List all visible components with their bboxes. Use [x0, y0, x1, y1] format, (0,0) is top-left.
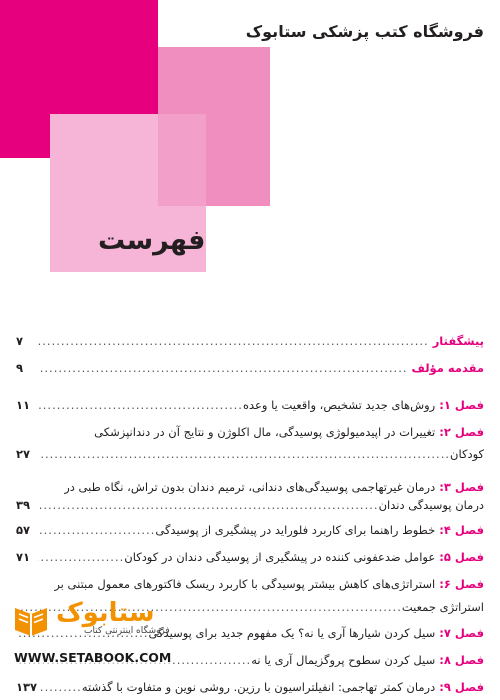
toc-entry-continuation [16, 443, 484, 465]
leader-dots [38, 361, 408, 375]
watermark-tagline: فروشگاه اینترنتی کتاب [84, 626, 170, 636]
entry-title: روش‌های جدید تشخیص، واقعیت یا وعده [242, 398, 436, 412]
entry-title: سیل کردن شیارها آری یا نه؟ یک مفهوم جدید برای پوسیدگی [148, 626, 436, 640]
decor-pink-overlap [158, 114, 206, 206]
entry-title: درمان کمتر تهاجمی: انفیلتراسیون با رزین. روشی نوین و متفاوت با گذشته [81, 680, 436, 694]
entry-label: فصل ۲: [439, 425, 484, 439]
leader-dots [38, 523, 155, 537]
entry-title: خطوط راهنما برای کاربرد فلوراید در پیشگیری از پوسیدگی [155, 523, 436, 537]
watermark-url[interactable]: WWW.SETABOOK.COM [14, 650, 172, 665]
toc-entry[interactable] [16, 676, 484, 698]
entry-title: عوامل ضدعفونی کننده در پیشگیری از پوسیدگی دندان در کودکان [124, 550, 436, 564]
toc-entry[interactable] [16, 421, 484, 443]
entry-label: فصل ۷: [439, 626, 484, 640]
store-title: فروشگاه کتب پزشکی ستابوک [245, 22, 484, 41]
leader-dots [41, 680, 82, 694]
entry-label: فصل ۳: [439, 480, 484, 494]
book-logo-icon [12, 600, 50, 638]
leader-dots [38, 550, 124, 564]
page-number: ۱۳۷ [16, 680, 38, 694]
entry-label: فصل ۴: [439, 523, 484, 537]
watermark-brand: ستابوک [56, 598, 155, 628]
leader-dots [38, 447, 450, 461]
toc-entry[interactable] [16, 573, 484, 595]
page-number: ۵۷ [16, 523, 31, 537]
toc-entry[interactable] [16, 546, 484, 568]
entry-label: پیشگفتار [432, 334, 484, 348]
toc-entry[interactable] [16, 519, 484, 541]
leader-dots [38, 398, 243, 412]
entry-label: مقدمه مؤلف [411, 361, 484, 375]
leader-dots [38, 334, 429, 348]
toc-entry[interactable] [16, 357, 484, 379]
entry-title: تغییرات در اپیدمیولوژی پوسیدگی، مال اکلوژن و نتایج آن در دندانپزشکی [94, 425, 436, 439]
entry-label: فصل ۶: [439, 577, 484, 591]
page-number: ۲۷ [16, 447, 31, 461]
toc-entry[interactable] [16, 394, 484, 416]
setabook-watermark [12, 598, 222, 642]
page-number: ۷۱ [16, 550, 31, 564]
entry-title: درمان غیرتهاجمی پوسیدگی‌های دندانی، ترمیم دندان بدون تراش، نگاه طبی در [64, 480, 436, 494]
leader-dots [38, 498, 379, 512]
toc-heading: فهرست [98, 225, 206, 256]
entry-label: فصل ۵: [439, 550, 484, 564]
toc-entry-continuation [16, 494, 484, 516]
entry-label: فصل ۱: [439, 398, 484, 412]
entry-label: فصل ۸: [439, 653, 484, 667]
entry-title: سیل کردن سطوح پروگزیمال آری یا نه [251, 653, 436, 667]
page-number: ۹ [16, 361, 24, 375]
entry-label: فصل ۹: [439, 680, 484, 694]
entry-title: استراتژی‌های کاهش بیشتر پوسیدگی با کاربرد ریسک فاکتورهای معمول مبتنی بر [54, 577, 436, 591]
page-number: ۷ [16, 334, 24, 348]
entry-title-cont: درمان پوسیدگی دندان [378, 498, 484, 512]
page-number: ۱۱ [16, 398, 31, 412]
toc-entry[interactable] [16, 330, 484, 352]
page-number: ۳۹ [16, 498, 31, 512]
entry-title-cont: استراتژی جمعیت [401, 600, 484, 614]
entry-title-cont: کودکان [450, 447, 484, 461]
